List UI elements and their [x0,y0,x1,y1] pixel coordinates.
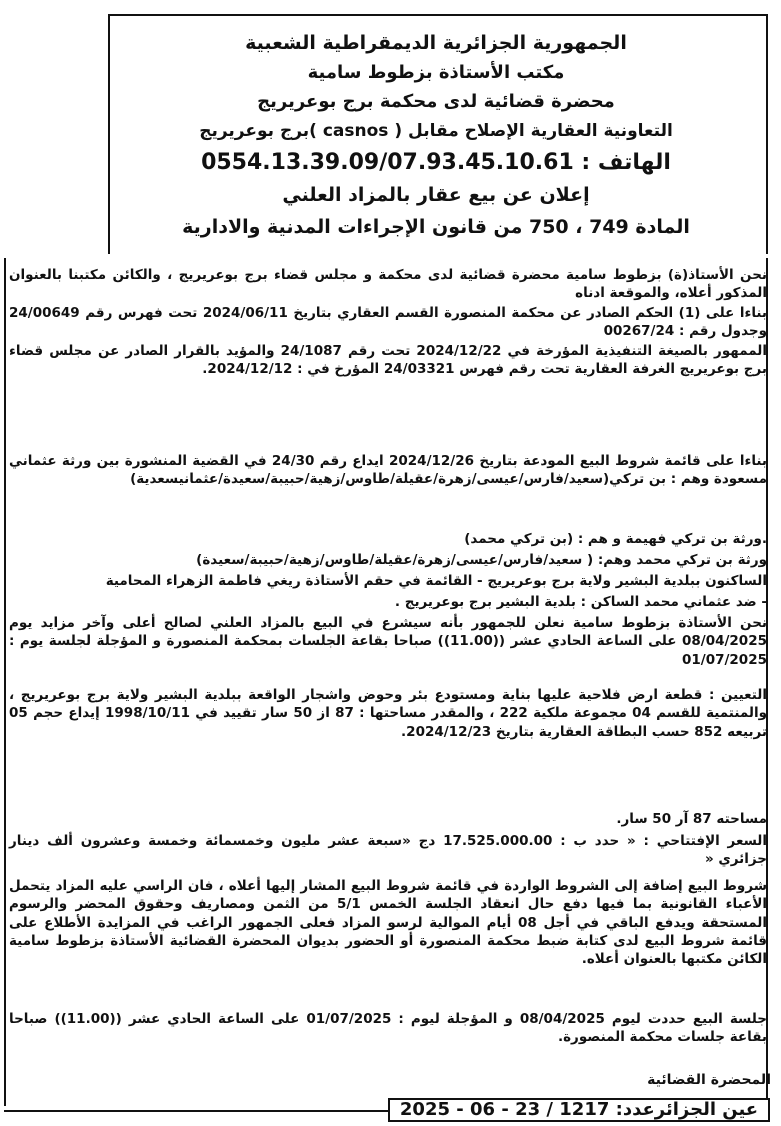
footer-rule [4,1110,388,1112]
paragraph-session: جلسة البيع حددت ليوم 08/04/2025 و المؤجلة ليوم : 01/07/2025 على الساعة الحادي عشر ((11.00)) صباحا بقاعة جلسات محكمة المنصورة. [9,1011,767,1046]
header-bailiff: محضرة قضائية لدى محكمة برج بوعريريج [257,91,615,112]
footer-issue-box: عين الجزائرعدد: 1217 / 23 - 06 - 2025 [388,1098,770,1122]
paragraph-auction-date: نحن الأستاذة بزطوط سامية نعلن للجمهور بأنه سيشرع في البيع بالمزاد العلني لصالح أعلى وآخر مزايد يوم 08/04/2025 على الساعة الحادي عشر ((11.00)) صباحا بقاعة الجلسات بمحكمة المنصورة و المؤجلة لجلسة يوم : 01/07/2025 [9,615,767,668]
header-article: المادة 749 ، 750 من قانون الإجراءات المدنية والادارية [182,216,690,238]
paragraph-heirs-mohamed: ورثة بن تركي محمد وهم: ( سعيد/فارس/عيسى/زهرة/عقيلة/طاوس/زهية/حبيبة/سعيدة) [196,552,767,568]
header-box [108,14,768,254]
header-announcement: إعلان عن بيع عقار بالمزاد العلني [282,184,590,206]
paragraph-enforcement: الممهور بالصيغة التنفيذية المؤرخة في 2024/12/22 تحت رقم 24/1087 والمؤيد بالقرار الصادر عن مجلس قضاء برج بوعريريج الغرفة العقارية تحت رقم فهرس 24/03321 المؤرخ في : 2024/12/12. [9,343,767,378]
body-box [4,258,768,1106]
paragraph-intro: نحن الأستاذ(ة) بزطوط سامية محضرة قضائية لدى محكمة و مجلس قضاء برج بوعريريج ، والكائن مكتبنا بالعنوان المذكور أعلاه، والموقعة ادناه [9,267,767,302]
paragraph-heirs-fahima: .ورثة بن تركي فهيمة و هم : (بن تركي محمد) [464,531,767,547]
paragraph-opening-price: السعر الإفتتاحي : « حدد ب : 17.525.000.00 دج «سبعة عشر مليون وخمسمائة وخمسة وعشرون ألف دينار جزائري « [9,833,767,868]
paragraph-against: - ضد عثماني محمد الساكن : بلدية البشير برج بوعريريج . [394,594,767,610]
header-phone: الهاتف : 0554.13.39.09/07.93.45.10.61 [201,150,671,175]
paragraph-sale-conditions: شروط البيع إضافة إلى الشروط الواردة في قائمة شروط البيع المشار إليها أعلاه ، فان الراسي عليه المزاد يتحمل الأعباء القانونية بما فيها دفع حال انعقاد الجلسة الخمس 5/1 من الثمن ومصاريف وحقوق المحضر والرسوم المستحقة ويدفع الباقي في أجل 08 أيام الموالية لرسو المزاد فعلى الجمهور الراغب في المزايدة الأطلاع على قائمة شروط البيع لدى كتابة ضبط محكمة المنصورة أو الحضور بديوان المحضرة القضائية الأستاذة بزطوط سامية الكائن مكتبها بالعنوان أعلاه. [9,878,767,968]
header-republic: الجمهورية الجزائرية الديمقراطية الشعبية [245,32,627,54]
paragraph-residence: الساكنون ببلدية البشير ولاية برج بوعريريج - القائمة في حقم الأستاذة ريغي فاطمة الزهراء المحامية [105,573,767,589]
signature-label: المحضرة القضائية [647,1072,771,1088]
paragraph-designation: التعيين : قطعة ارض فلاحية عليها بناية ومستودع بئر وحوض واشجار الواقعة ببلدية البشير ولاية برج بوعريريج ، والمنتمية للقسم 04 مجموعة ملكية 222 ، والمقدر مساحتها : 87 از 50 سار تقييد في 1998/10/11 إيداع حجم 05 تربيعه 852 حسب البطاقة العقارية بتاريخ 2024/12/23. [9,687,767,740]
paragraph-area: مساحته 87 آر 50 سار. [616,811,767,827]
header-address: التعاونية العقارية الإصلاح مقابل ( casnos )برج بوعريريج [199,121,673,141]
header-office: مكتب الأستاذة بزطوط سامية [307,62,565,83]
paragraph-conditions-deposit: بناءا على قائمة شروط البيع المودعة بتاريخ 2024/12/26 ايداع رقم 24/30 في القضية المنشورة بين ورثة عثماني مسعودة وهم : بن تركي(سعيد/فارس/عيسى/زهرة/عقيلة/طاوس/زهية/حبيبة/سعيدة/عثمانيسعدية) [9,453,767,488]
paragraph-judgment: بناءا على (1) الحكم الصادر عن محكمة المنصورة القسم العقاري بتاريخ 2024/06/11 تحت فهرس رقم 24/00649 وجدول رقم : 00267/24 [9,305,767,340]
